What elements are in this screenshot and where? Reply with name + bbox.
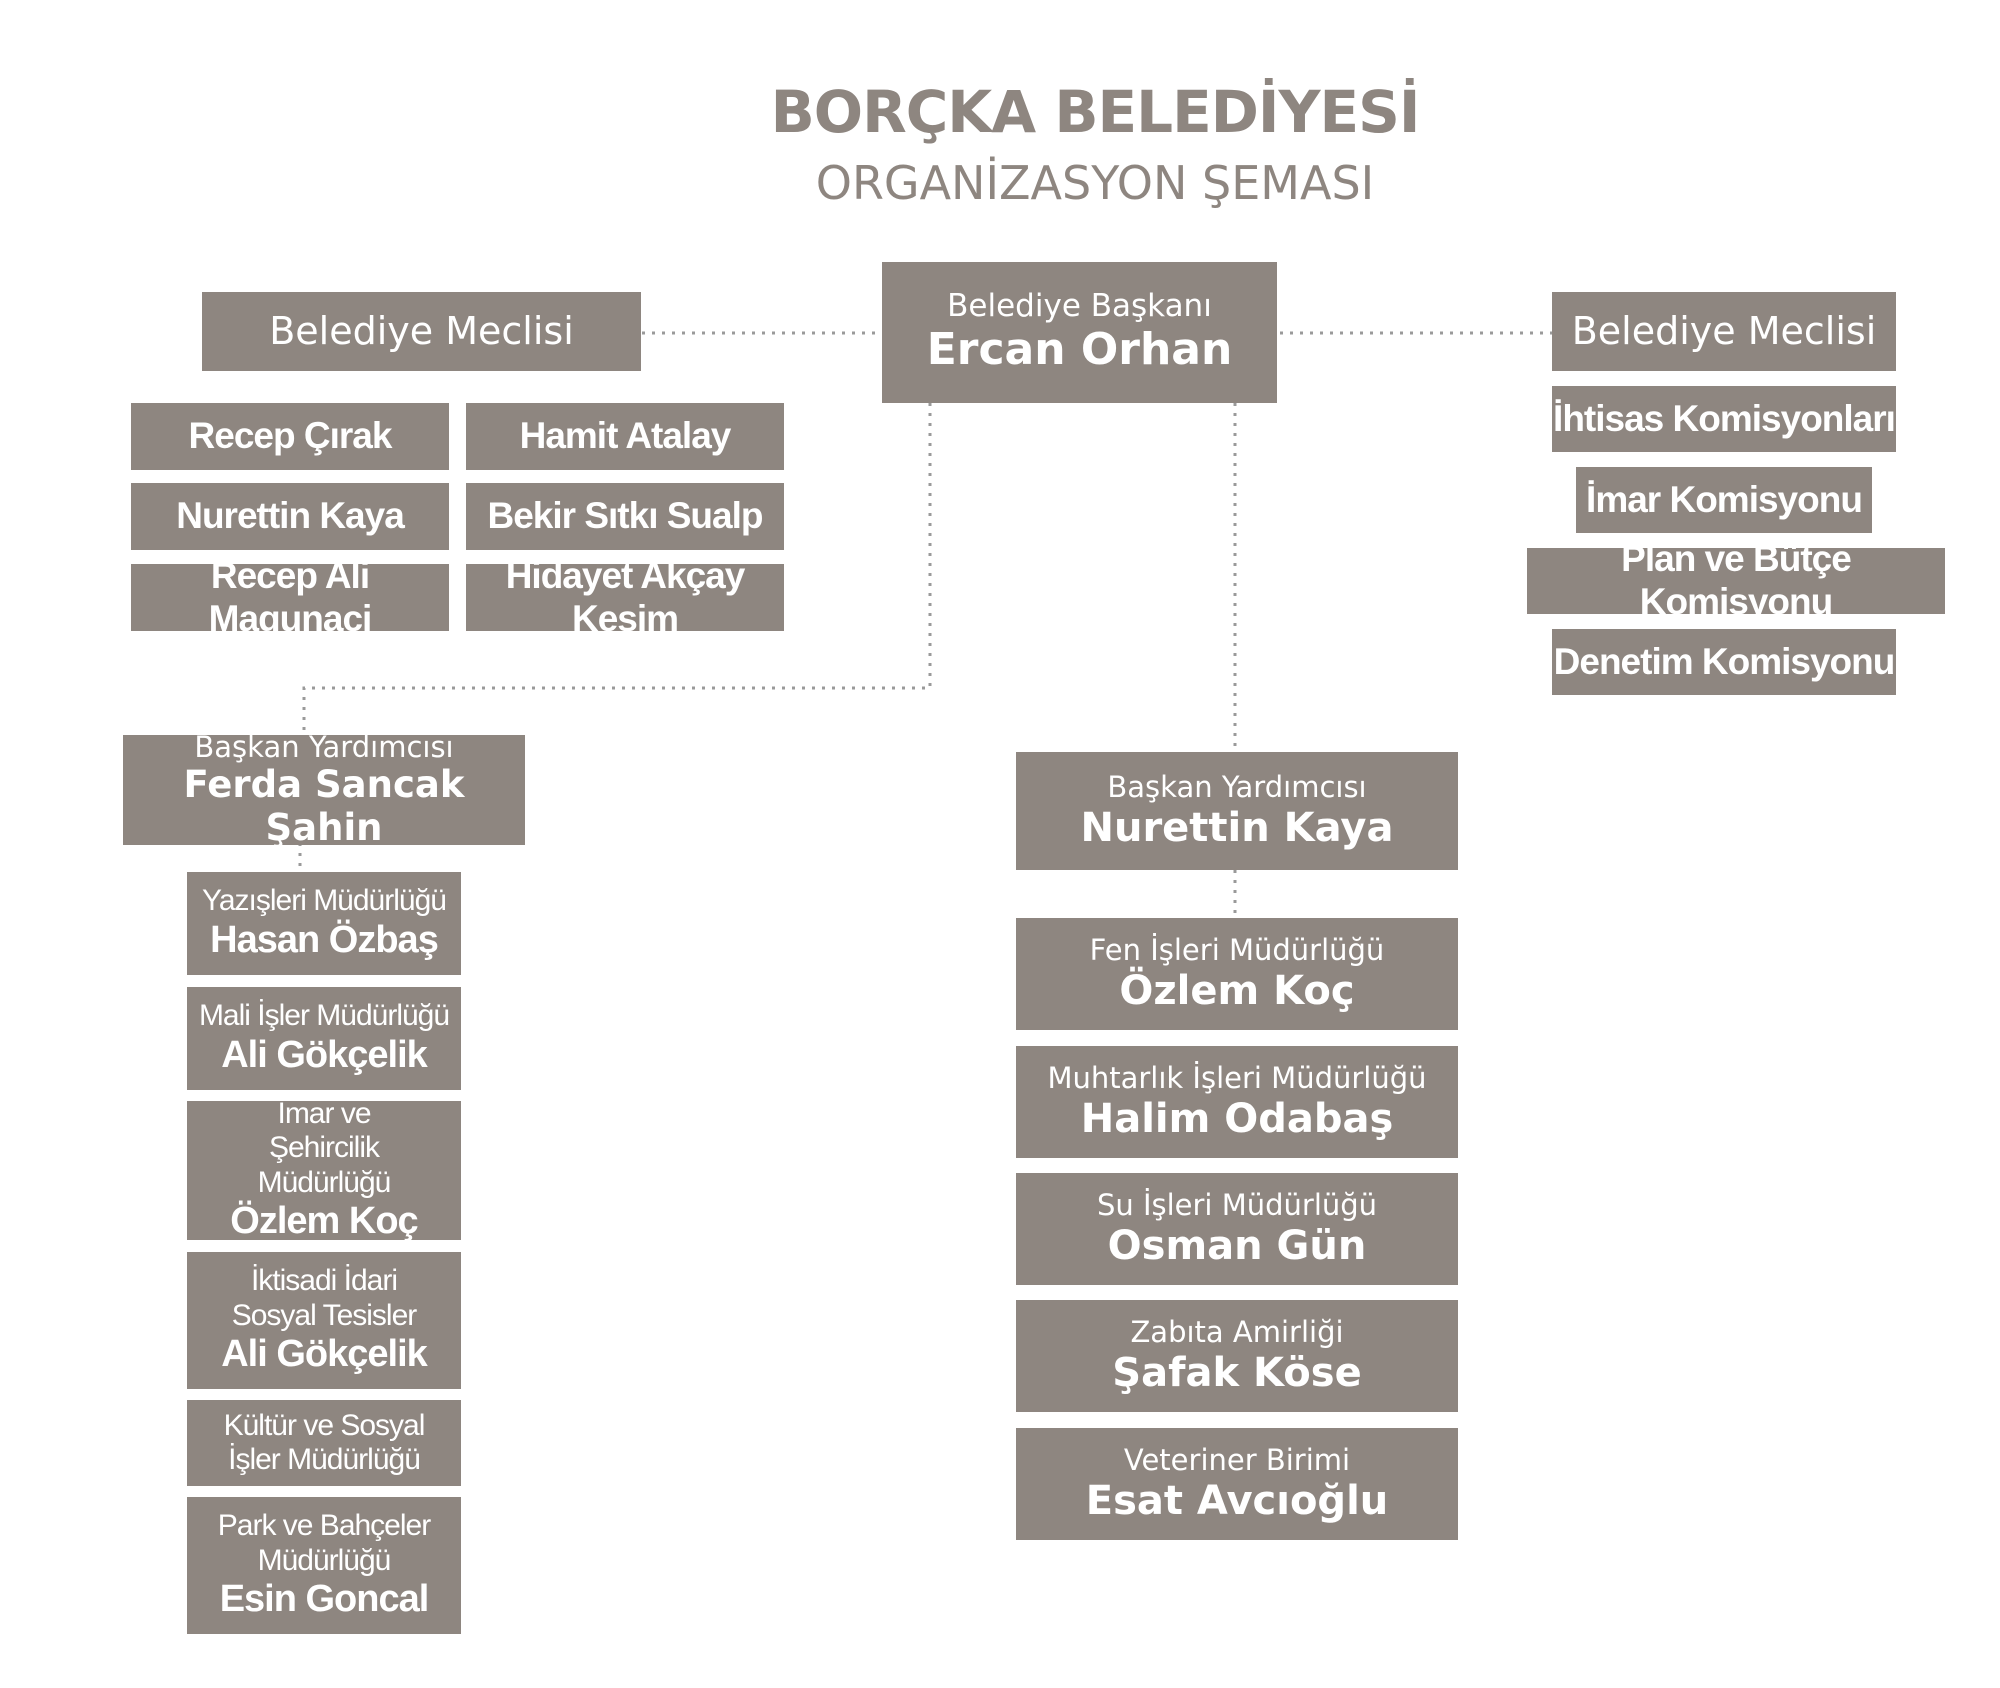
council-member: Bekir Sıtkı Sualp xyxy=(466,483,784,550)
council-member: Hidayet Akçay Kesim xyxy=(466,564,784,631)
deputy-left-box xyxy=(123,729,525,849)
council-member: Nurettin Kaya xyxy=(131,483,449,550)
unit-box: Muhtarlık İşleri Müdürlüğü Halim Odabaş xyxy=(1016,1046,1458,1158)
unit-box: Park ve Bahçeler Müdürlüğü Esin Goncal xyxy=(187,1497,461,1634)
mayor-name: Ercan Orhan xyxy=(926,324,1233,376)
committee-item: İmar Komisyonu xyxy=(1576,467,1872,533)
deputy-left-name: Ferda Sancak Şahin xyxy=(183,763,465,849)
council-left-title: Belediye Meclisi xyxy=(202,292,641,371)
unit-box: İmar ve Şehircilik Müdürlüğü Özlem Koç xyxy=(187,1101,461,1240)
committee-item: İhtisas Komisyonları xyxy=(1552,386,1896,452)
unit-box: Zabıta Amirliği Şafak Köse xyxy=(1016,1300,1458,1412)
unit-box: Yazışleri Müdürlüğü Hasan Özbaş xyxy=(187,872,461,975)
unit-box: Su İşleri Müdürlüğü Osman Gün xyxy=(1016,1173,1458,1285)
council-member: Recep Ali Magunaci xyxy=(131,564,449,631)
committee-item: Plan ve Bütçe Komisyonu xyxy=(1527,548,1945,614)
mayor-role: Belediye Başkanı xyxy=(947,288,1212,325)
unit-box: Fen İşleri Müdürlüğü Özlem Koç xyxy=(1016,918,1458,1030)
deputy-right-role: Başkan Yardımcısı xyxy=(1107,770,1367,805)
deputy-left-role: Başkan Yardımcısı xyxy=(194,729,454,764)
chart-title: BORÇKA BELEDİYESİ xyxy=(770,78,1420,146)
deputy-right-box xyxy=(1016,752,1458,870)
mayor-box xyxy=(882,262,1277,403)
council-member: Recep Çırak xyxy=(131,403,449,470)
council-right-title: Belediye Meclisi xyxy=(1552,292,1896,371)
committee-item: Denetim Komisyonu xyxy=(1552,629,1896,695)
council-member: Hamit Atalay xyxy=(466,403,784,470)
unit-box: Mali İşler Müdürlüğü Ali Gökçelik xyxy=(187,987,461,1090)
unit-box: Veteriner Birimi Esat Avcıoğlu xyxy=(1016,1428,1458,1540)
chart-subtitle: ORGANİZASYON ŞEMASI xyxy=(815,156,1375,210)
unit-box: Kültür ve Sosyal İşler Müdürlüğü xyxy=(187,1400,461,1486)
deputy-right-name: Nurettin Kaya xyxy=(1080,804,1394,851)
unit-box: İktisadi İdari Sosyal Tesisler Ali Gökçelik xyxy=(187,1252,461,1389)
